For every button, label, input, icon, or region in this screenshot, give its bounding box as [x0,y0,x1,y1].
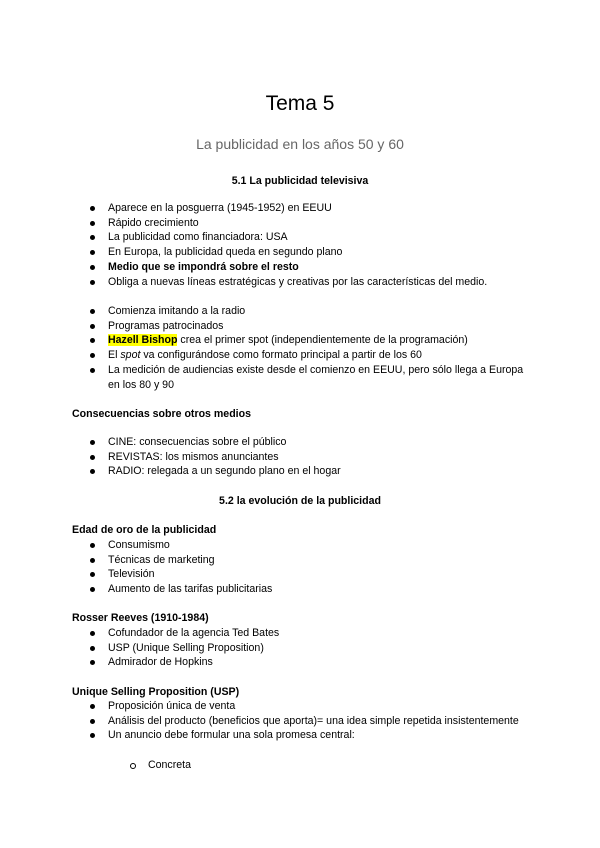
list-item-text: El [108,349,121,362]
golden-age-list [90,538,530,597]
list-item: Análisis del producto (beneficios que aporta)= una idea simple repetida insistentemente [90,714,520,729]
list-item-text: va configurándose como formato principal a partir de los 60 [140,349,422,362]
italic-term: spot [120,349,141,362]
list-item: Técnicas de marketing [90,553,530,568]
usp-sub-list [130,758,430,773]
document-title: Tema 5 [265,92,335,115]
section-2-heading: 5.2 la evolución de la publicidad [219,495,381,507]
list-item: RADIO: relegada a un segundo plano en el hogar [90,464,530,479]
list-item: Consumismo [90,538,530,553]
document-subtitle: La publicidad en los años 50 y 60 [196,136,404,152]
list-item: Un anuncio debe formular una sola promesa central: [90,728,520,743]
usp-heading: Unique Selling Proposition (USP) [72,686,240,698]
list-item: Proposición única de venta [90,699,520,714]
list-item: Televisión [90,567,530,582]
tv-advertising-list [90,201,530,289]
list-item: USP (Unique Selling Proposition) [90,641,530,656]
list-item: Aparece en la posguerra (1945-1952) en EEUU [90,201,530,216]
list-item: Programas patrocinados [90,319,530,334]
golden-age-heading: Edad de oro de la publicidad [72,524,217,536]
rosser-reeves-list [90,626,530,670]
list-item: Admirador de Hopkins [90,655,530,670]
list-item: Aumento de las tarifas publicitarias [90,582,530,597]
list-item: La medición de audiencias existe desde el comienzo en EEUU, pero sólo llega a Europa en los 80 y 90 [90,363,530,392]
consequences-list [90,435,530,479]
list-item: REVISTAS: los mismos anunciantes [90,450,530,465]
list-item: Cofundador de la agencia Ted Bates [90,626,530,641]
section-1-heading: 5.1 La publicidad televisiva [231,175,369,187]
list-item [90,348,530,363]
list-item: Rápido crecimiento [90,216,530,231]
list-item: CINE: consecuencias sobre el público [90,435,530,450]
rosser-reeves-heading: Rosser Reeves (1910-1984) [72,612,209,624]
list-item: Comienza imitando a la radio [90,304,530,319]
list-item: En Europa, la publicidad queda en segundo plano [90,245,530,260]
list-item-text: crea el primer spot (independientemente de la programación) [177,334,468,347]
list-item: La publicidad como financiadora: USA [90,230,530,245]
list-item: Concreta [130,758,430,773]
consequences-heading: Consecuencias sobre otros medios [72,408,251,420]
list-item: Medio que se impondrá sobre el resto [90,260,530,275]
list-item [90,333,530,348]
list-item: Obliga a nuevas líneas estratégicas y creativas por las características del medio. [90,275,530,290]
usp-list [90,699,520,743]
tv-history-list [90,304,530,392]
highlighted-name: Hazell Bishop [108,334,178,347]
